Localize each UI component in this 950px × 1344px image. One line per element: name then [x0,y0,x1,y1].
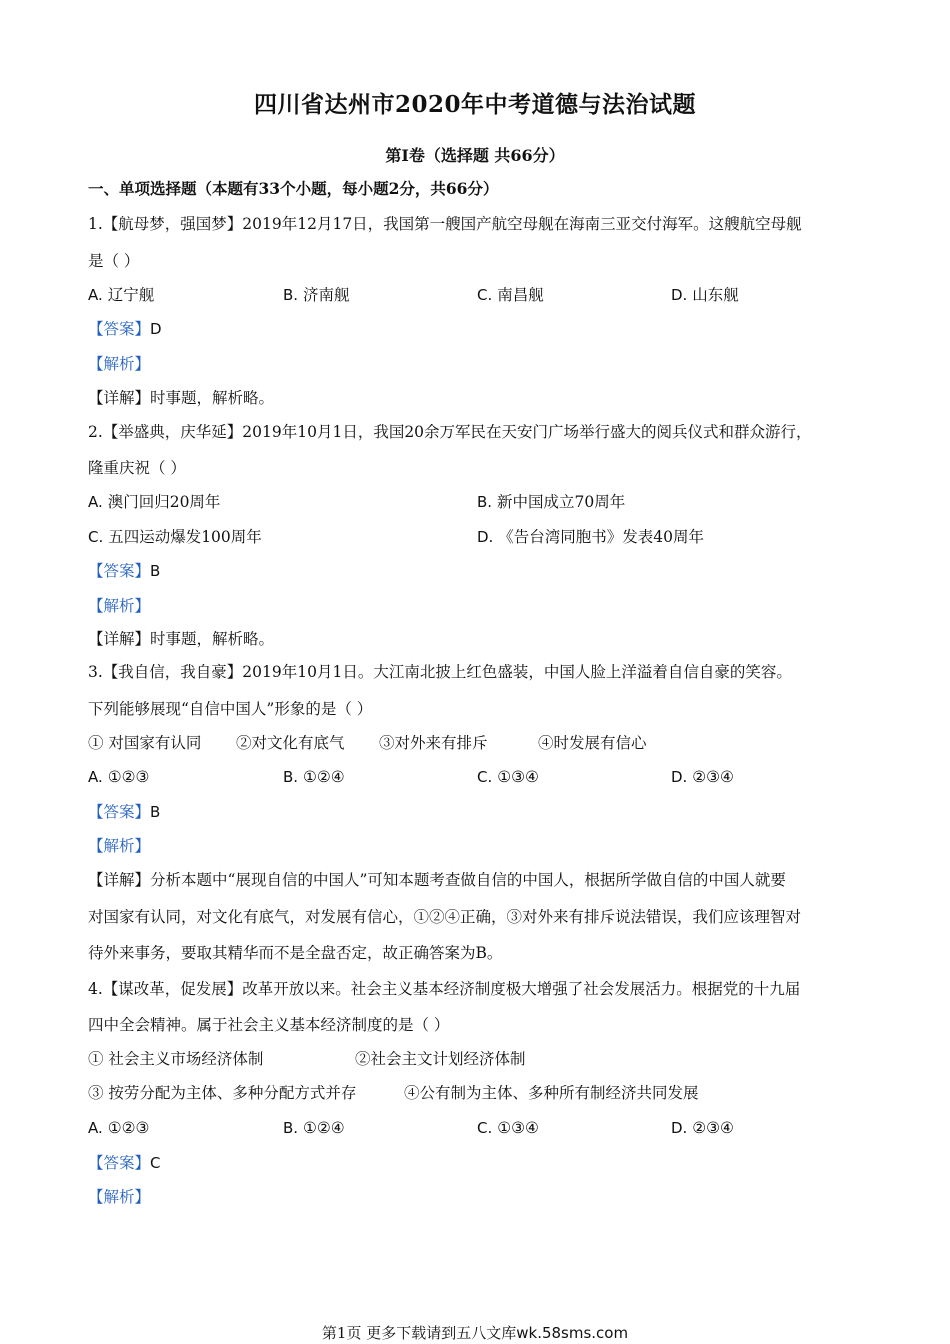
q3-item-1: ① 对国家有认同 [88,734,202,752]
q4-analysis-label: 【解析】 [88,1188,151,1206]
q1-option-d: D. 山东舰 [671,286,739,304]
q3-stem-line1: 3.【我自信，我自豪】2019年10月1日。大江南北披上红色盛装，中国人脸上洋溢着自信自豪的笑容。 [88,663,792,681]
section-heading: 一、单项选择题（本题有33个小题，每小题2分，共66分） [88,179,499,198]
q4-item-2: ②社会主文计划经济体制 [355,1050,526,1068]
footer-link[interactable]: wk.58sms.com [516,1324,629,1342]
q3-option-c: C. ①③④ [477,768,539,786]
q2-stem-line1: 2.【举盛典，庆华延】2019年10月1日，我国20余万军民在天安门广场举行盛大的阅兵仪式和群众游行， [88,423,812,441]
q4-stem-line2: 四中全会精神。属于社会主义基本经济制度的是（ ） [88,1016,450,1034]
q3-option-a: A. ①②③ [88,768,150,786]
q3-answer: 【答案】B [88,803,161,821]
q2-answer: 【答案】B [88,562,161,580]
q4-stem-line1: 4.【谋改革，促发展】改革开放以来。社会主义基本经济制度极大增强了社会发展活力。根据党的十九届 [88,980,801,998]
page-footer [0,1322,950,1343]
q2-option-b: B. 新中国成立70周年 [477,493,626,511]
q2-stem-line2: 隆重庆祝（ ） [88,459,186,477]
q1-option-b: B. 济南舰 [283,286,350,304]
q2-option-d: D. 《告台湾同胞书》发表40周年 [477,528,704,546]
q3-item-3: ③对外来有排斥 [379,734,488,752]
q4-item-4: ④公有制为主体、多种所有制经济共同发展 [404,1084,699,1102]
q3-option-d: D. ②③④ [671,768,734,786]
q3-detail-line1: 【详解】分析本题中“展现自信的中国人”可知本题考查做自信的中国人，根据所学做自信的中国人就要 [88,871,786,889]
q3-detail-line2: 对国家有认同，对文化有底气，对发展有信心，①②④正确，③对外来有排斥说法错误，我们应该理智对 [88,908,802,926]
q1-stem-line1: 1.【航母梦，强国梦】2019年12月17日，我国第一艘国产航空母舰在海南三亚交付海军。这艘航空母舰 [88,215,802,233]
document-title: 四川省达州市2020年中考道德与法治试题 [253,91,696,118]
q4-option-c: C. ①③④ [477,1119,539,1137]
q4-answer: 【答案】C [88,1154,161,1172]
q1-detail: 【详解】时事题，解析略。 [88,389,275,407]
q4-item-3: ③ 按劳分配为主体、多种分配方式并存 [88,1084,357,1102]
q2-analysis-label: 【解析】 [88,597,151,615]
q3-analysis-label: 【解析】 [88,837,151,855]
q4-option-b: B. ①②④ [283,1119,345,1137]
footer-text: 第1页 更多下载请到五八文库 [321,1324,517,1342]
q3-detail-line3: 待外来事务，要取其精华而不是全盘否定，故正确答案为B。 [88,944,503,962]
q3-stem-line2: 下列能够展现“自信中国人”形象的是（ ） [88,700,373,718]
q4-option-a: A. ①②③ [88,1119,150,1137]
q4-option-d: D. ②③④ [671,1119,734,1137]
q4-item-1: ① 社会主义市场经济体制 [88,1050,264,1068]
document-subtitle: 第I卷（选择题 共66分） [385,146,565,165]
q3-option-b: B. ①②④ [283,768,345,786]
q1-analysis-label: 【解析】 [88,355,151,373]
q2-option-c: C. 五四运动爆发100周年 [88,528,262,546]
q3-item-2: ②对文化有底气 [236,734,345,752]
q1-answer: 【答案】D [88,320,162,338]
q1-option-a: A. 辽宁舰 [88,286,155,304]
q1-option-c: C. 南昌舰 [477,286,544,304]
q2-option-a: A. 澳门回归20周年 [88,493,221,511]
q1-stem-line2: 是（ ） [88,252,140,270]
q3-item-4: ④时发展有信心 [538,734,647,752]
q2-detail: 【详解】时事题，解析略。 [88,630,275,648]
